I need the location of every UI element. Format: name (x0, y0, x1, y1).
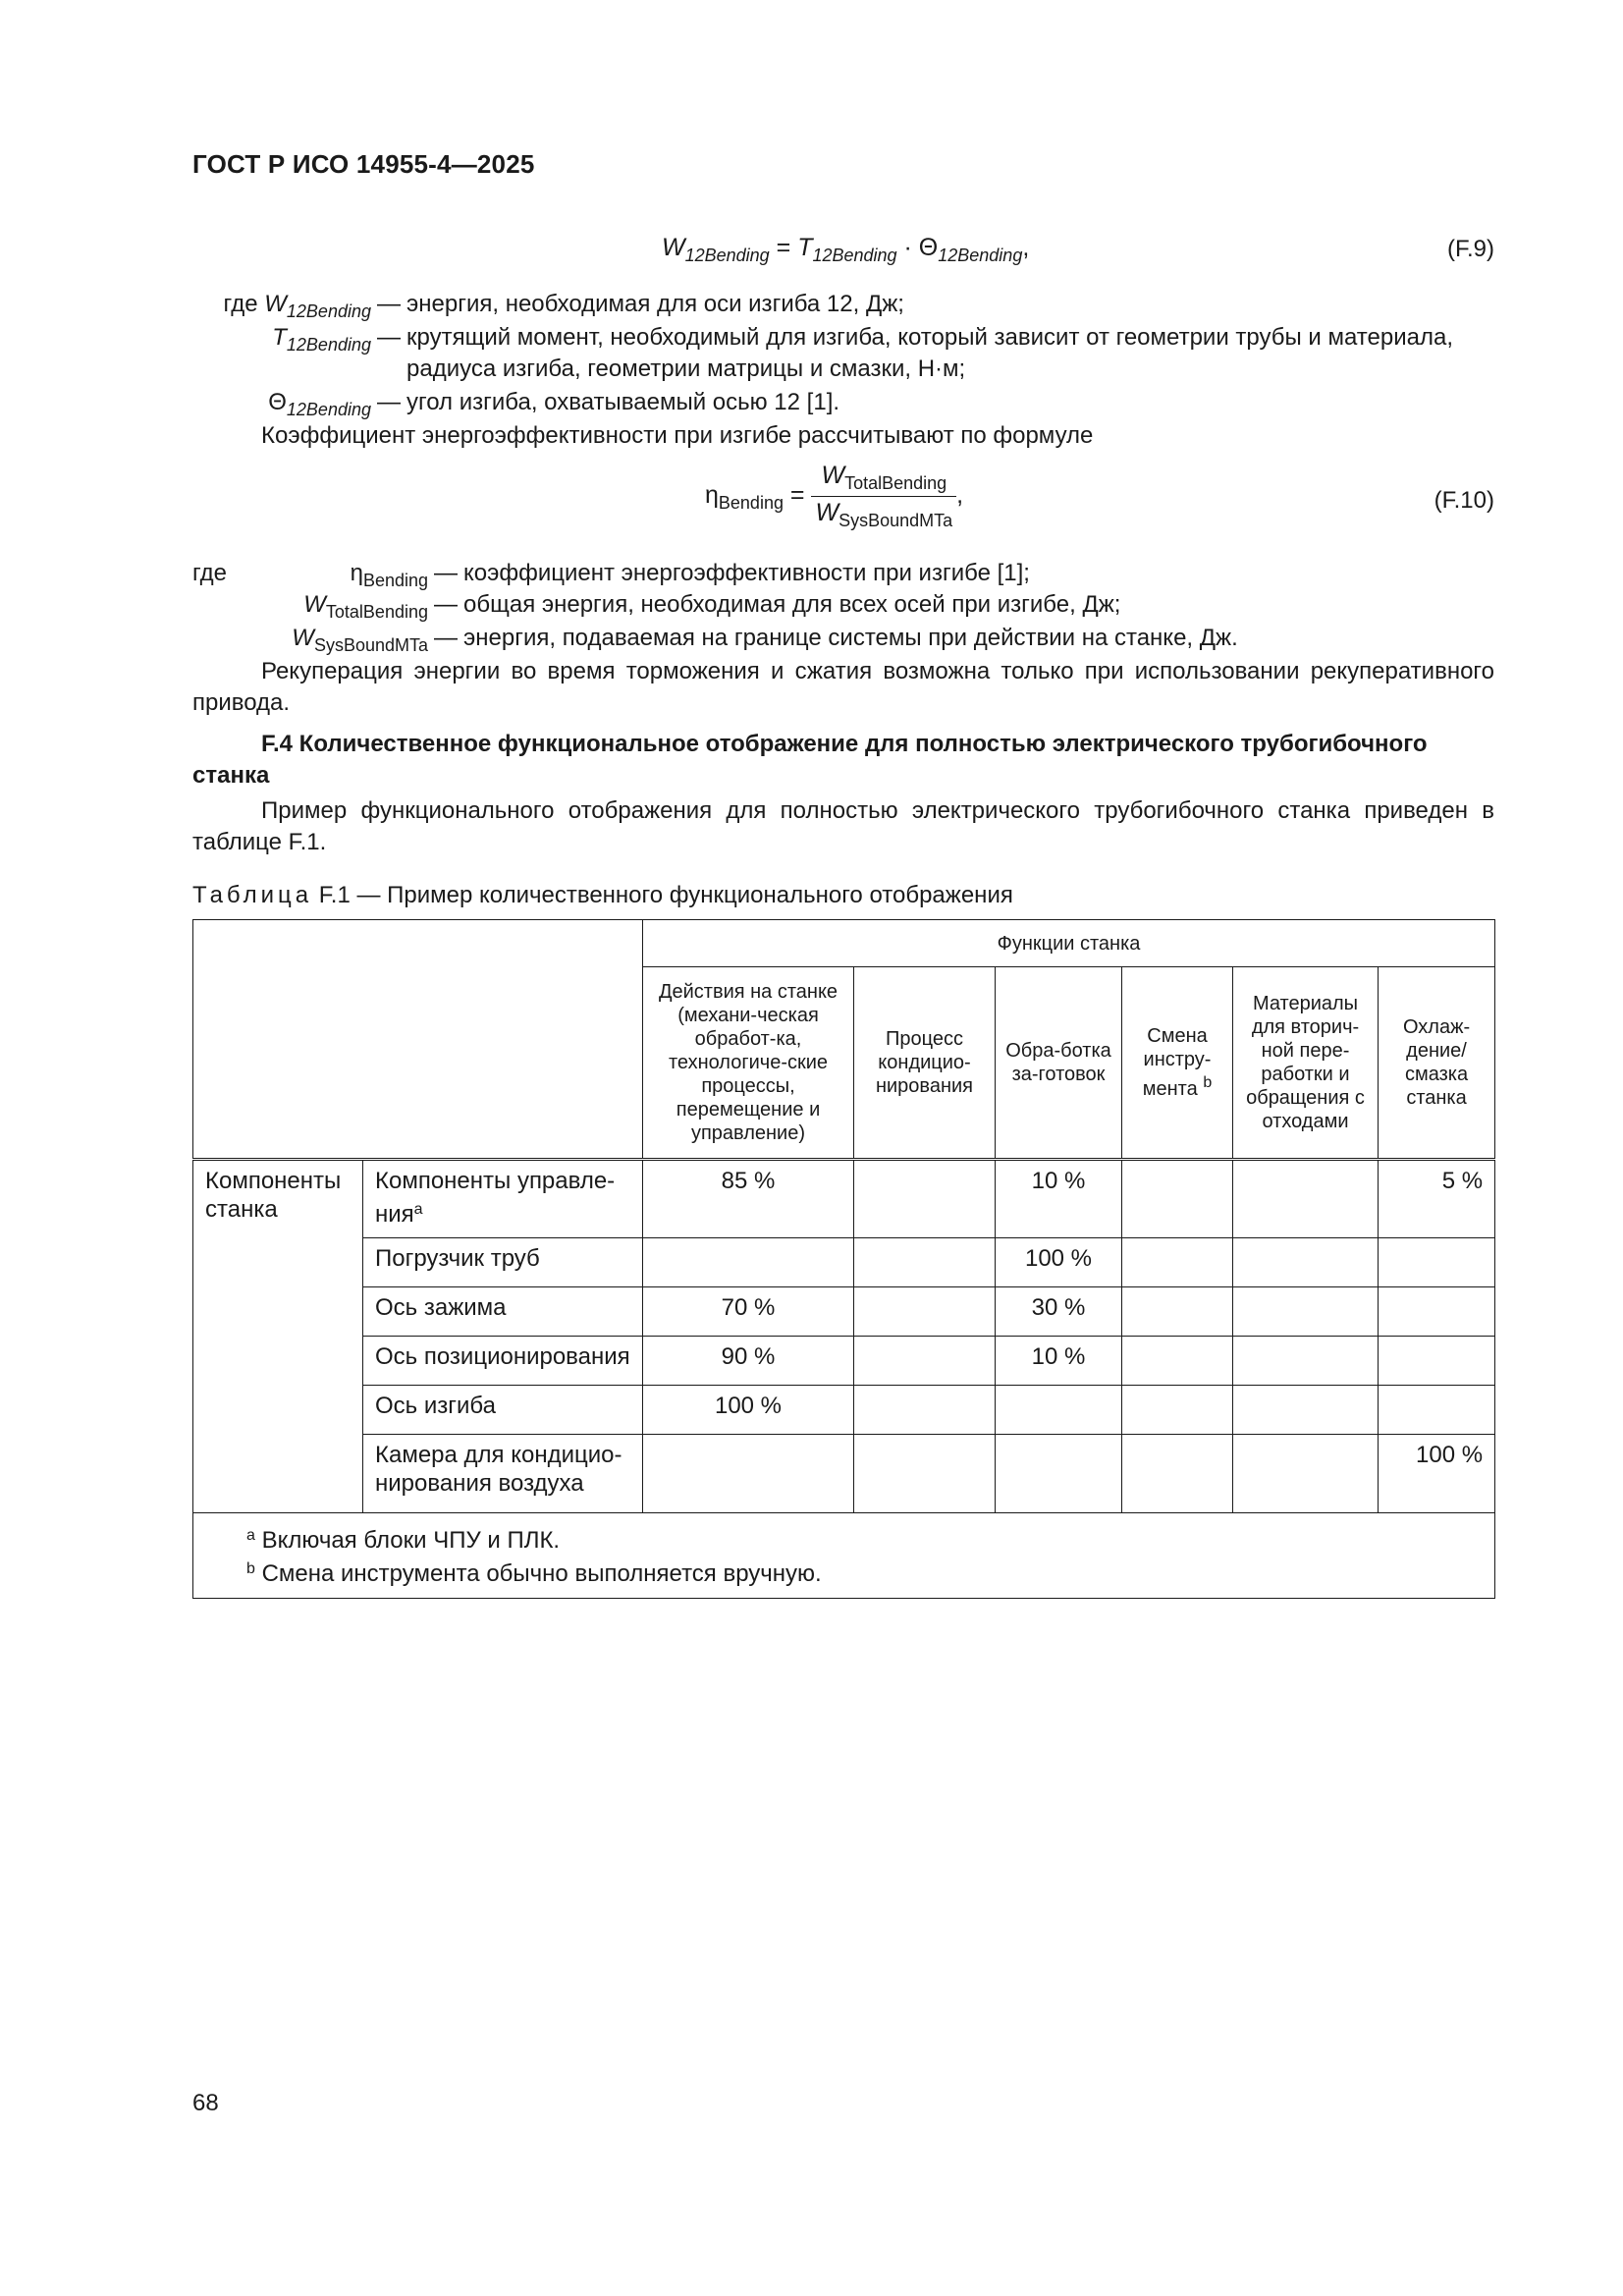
table-cell (1379, 1337, 1495, 1386)
table-caption: Таблица F.1 — Пример количественного функционального отображения (192, 882, 1013, 908)
fraction: $\frac{W_{TotalBending}}{W_{SysBoundMTa}}$ (811, 462, 956, 531)
table-cell (854, 1337, 996, 1386)
equation-number-f10: (F.10) (1434, 487, 1494, 514)
where-item-continuation: радиуса изгиба, геометрии матрицы и смазки, Н·м; (406, 355, 966, 382)
page-number: 68 (192, 2090, 219, 2116)
table-cell (1379, 1386, 1495, 1435)
table-cell (1122, 1337, 1233, 1386)
paragraph-coefficient: Коэффициент энергоэффективности при изгибе рассчитывают по формуле (261, 422, 1094, 449)
table-cell (1233, 1386, 1379, 1435)
table-cell (1122, 1435, 1233, 1513)
functional-mapping-table (192, 919, 1495, 1599)
where-item: где $W_{12Bending}$ — энергия, необходимая для оси изгиба 12, Дж; (223, 291, 904, 321)
table-cell (643, 1238, 854, 1287)
table-cell (1379, 1287, 1495, 1337)
column-header: Смена инстру-мента $^b$ (1122, 967, 1233, 1160)
table-corner-cell (193, 920, 643, 1160)
table-cell: 70 % (643, 1287, 854, 1337)
column-header: Обра-ботка за-готовок (996, 967, 1122, 1160)
table-cell (1122, 1160, 1233, 1238)
table-cell (854, 1238, 996, 1287)
table-cell (854, 1287, 996, 1337)
row-label: Погрузчик труб (363, 1238, 643, 1287)
formula-f9: $W_{12Bending} = T_{12Bending} \cdot \Theta_{12Bending}$, (662, 234, 1030, 265)
table-cell: 100 % (996, 1238, 1122, 1287)
column-header: Материалы для вторич-ной пере-работки и обращения с отходами (1233, 967, 1379, 1160)
row-label: Компоненты управле-ния$^a$ (363, 1160, 643, 1238)
table-cell: 85 % (643, 1160, 854, 1238)
where-item: $\Theta_{12Bending}$ — угол изгиба, охватываемый осью 12 [1]. (268, 389, 840, 419)
row-label: Ось изгиба (363, 1386, 643, 1435)
table-note: $^a$ Включая блоки ЧПУ и ПЛК. (246, 1527, 561, 1554)
where-item: $W_{TotalBending}$ — общая энергия, необходимая для всех осей при изгибе, Дж; (303, 591, 1121, 622)
table-cell (1233, 1435, 1379, 1513)
group-header: Функции станка (643, 920, 1495, 967)
row-group-label: Компоненты станка (193, 1160, 363, 1513)
equation-number-f9: (F.9) (1447, 236, 1494, 262)
document-header: ГОСТ Р ИСО 14955-4—2025 (192, 149, 535, 179)
table-note: $^b$ Смена инструмента обычно выполняется вручную. (246, 1560, 822, 1587)
table-cell (643, 1435, 854, 1513)
table-cell (1233, 1160, 1379, 1238)
table-cell: 10 % (996, 1160, 1122, 1238)
table-cell: 100 % (643, 1386, 854, 1435)
formula-f10: $\eta_{Bending}$ = $\frac{W_{TotalBending}}{W_{SysBoundMTa}}$ , (705, 462, 964, 530)
row-label: Камера для кондицио-нирования воздуха (363, 1435, 643, 1513)
table-cell (1122, 1386, 1233, 1435)
table-cell: 100 % (1379, 1435, 1495, 1513)
where-item: $T_{12Bending}$ — крутящий момент, необходимый для изгиба, который зависит от геометрии трубы и материала, (272, 324, 1453, 355)
column-header: Процесс кондицио-нирования (854, 967, 996, 1160)
column-header: Действия на станке (механи-ческая обработ-ка, технологиче-ские процессы, перемещение и управление) (643, 967, 854, 1160)
table-cell (1233, 1287, 1379, 1337)
paragraph-example: Пример функционального отображения для полностью электрического трубогибочного станка приведен в таблице F.1. (192, 797, 1494, 855)
table-cell (854, 1386, 996, 1435)
column-header: Охлаж-дение/ смазка станка (1379, 967, 1495, 1160)
where-item: где $\eta_{Bending}$ — коэффициент энергоэффективности при изгибе [1]; (192, 560, 1030, 590)
row-label: Ось позиционирования (363, 1337, 643, 1386)
table-cell (854, 1160, 996, 1238)
section-heading: F.4 Количественное функциональное отображение для полностью электрического трубогибочного станка (192, 731, 1428, 789)
table-cell: 5 % (1379, 1160, 1495, 1238)
table-cell (854, 1435, 996, 1513)
table-cell (1233, 1238, 1379, 1287)
paragraph-recuperation: Рекуперация энергии во время торможения и сжатия возможна только при использовании рекуперативного привода. (192, 658, 1494, 716)
row-label: Ось зажима (363, 1287, 643, 1337)
table-cell (996, 1435, 1122, 1513)
table-cell (996, 1386, 1122, 1435)
table-cell: 10 % (996, 1337, 1122, 1386)
table-cell: 30 % (996, 1287, 1122, 1337)
table-cell (1233, 1337, 1379, 1386)
table-cell (1122, 1238, 1233, 1287)
where-item: $W_{SysBoundMTa}$ — энергия, подаваемая на границе системы при действии на станке, Дж. (292, 625, 1238, 655)
table-cell: 90 % (643, 1337, 854, 1386)
table-cell (1379, 1238, 1495, 1287)
table-notes (193, 1513, 1495, 1599)
table-cell (1122, 1287, 1233, 1337)
